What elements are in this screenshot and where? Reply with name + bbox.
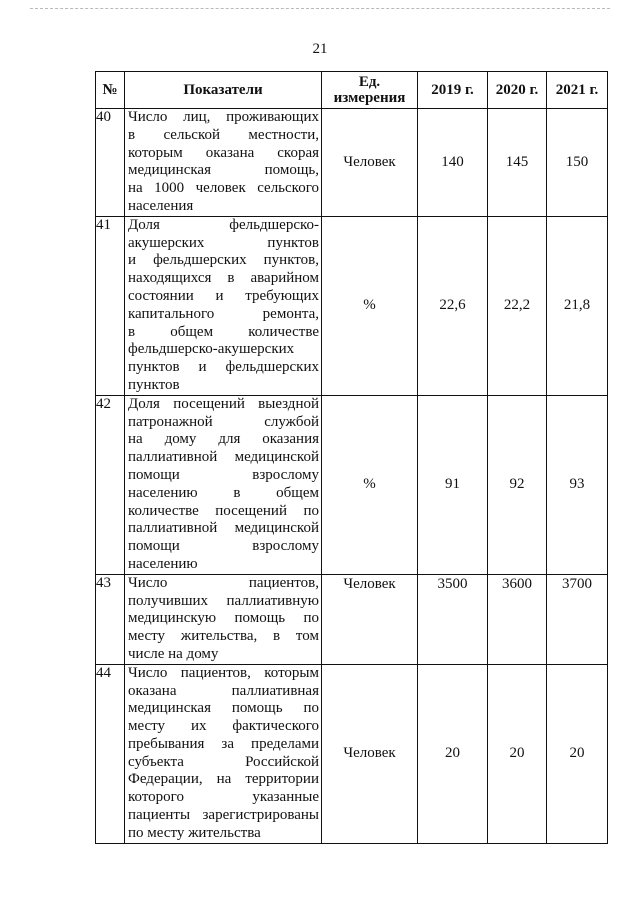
row-number: 41 <box>96 216 125 395</box>
indicator-line: пунктов и фельдшерских <box>128 359 319 376</box>
indicator-cell <box>125 395 322 574</box>
header-num: № <box>96 72 125 109</box>
value-2021: 150 <box>547 109 608 217</box>
indicator-line: пунктов <box>128 376 180 393</box>
row-number: 40 <box>96 109 125 217</box>
indicator-line: акушерских пунктов <box>128 234 319 251</box>
value-2021: 20 <box>547 664 608 843</box>
indicator-line: состоянии и требующих <box>128 287 319 304</box>
indicator-line: патронажной службой <box>128 413 319 430</box>
indicator-line: медицинская помощь, <box>128 162 319 179</box>
indicator-line: паллиативной медицинской <box>128 449 319 466</box>
unit-cell: % <box>322 395 418 574</box>
unit-cell: Человек <box>322 664 418 843</box>
header-unit-line1: Ед. <box>358 74 381 90</box>
indicator-line: Федерации, на территории <box>128 771 319 788</box>
indicator-line: в общем количестве <box>128 323 319 340</box>
indicators-table <box>95 71 608 844</box>
unit-cell: Человек <box>322 109 418 217</box>
indicator-line: в сельской местности, <box>128 126 319 143</box>
indicator-line: помощи взрослому <box>128 538 319 555</box>
value-2019: 22,6 <box>418 216 488 395</box>
value-2021: 21,8 <box>547 216 608 395</box>
row-number: 43 <box>96 574 125 664</box>
indicator-line: на дому для оказания <box>128 431 319 448</box>
indicator-line: которого указанные <box>128 789 319 806</box>
header-year-2020: 2020 г. <box>488 72 547 109</box>
value-2021: 3700 <box>547 574 608 664</box>
indicator-line: медицинскую помощь по <box>128 610 319 627</box>
indicator-line: капитального ремонта, <box>128 305 319 322</box>
indicator-line: числе на дому <box>128 645 219 662</box>
indicator-line: находящихся в аварийном <box>128 270 319 287</box>
indicator-cell <box>125 109 322 217</box>
scan-top-rule <box>30 8 610 10</box>
table-row <box>96 395 608 574</box>
indicator-line: Доля посещений выездной <box>128 395 319 412</box>
indicator-line: паллиативной медицинской <box>128 520 319 537</box>
indicator-line: фельдшерско-акушерских <box>128 341 295 358</box>
value-2020: 145 <box>488 109 547 217</box>
indicator-line: пациенты зарегистрированы <box>128 807 319 824</box>
unit-cell: Человек <box>322 574 418 664</box>
indicator-cell <box>125 574 322 664</box>
indicator-line: Число лиц, проживающих <box>128 109 319 125</box>
indicator-line: которым оказана скорая <box>128 144 319 161</box>
page-number: 21 <box>312 41 328 57</box>
row-number: 44 <box>96 664 125 843</box>
header-year-2021: 2021 г. <box>547 72 608 109</box>
value-2020: 22,2 <box>488 216 547 395</box>
value-2019: 140 <box>418 109 488 217</box>
indicator-line: Число пациентов, которым <box>128 664 319 681</box>
value-2019: 3500 <box>418 574 488 664</box>
indicator-line: Доля фельдшерско- <box>128 216 319 233</box>
table-row <box>96 664 608 843</box>
unit-cell: % <box>322 216 418 395</box>
value-2019: 91 <box>418 395 488 574</box>
indicator-line: на 1000 человек сельского <box>128 180 319 197</box>
indicator-line: получивших паллиативную <box>128 592 319 609</box>
indicator-line: населению в общем <box>128 484 319 501</box>
indicator-line: и фельдшерских пунктов, <box>128 252 319 269</box>
indicator-cell <box>125 664 322 843</box>
row-number: 42 <box>96 395 125 574</box>
header-year-2019: 2019 г. <box>418 72 488 109</box>
indicator-line: оказана паллиативная <box>128 682 319 699</box>
value-2020: 92 <box>488 395 547 574</box>
header-indicator: Показатели <box>125 72 322 109</box>
indicator-line: населению <box>128 555 198 572</box>
table-row <box>96 109 608 217</box>
indicator-line: населения <box>128 197 194 214</box>
indicator-line: Число пациентов, <box>128 574 319 591</box>
indicator-line: помощи взрослому <box>128 466 319 483</box>
table-header-row <box>96 72 608 109</box>
indicator-line: по месту жительства <box>128 824 261 841</box>
indicator-line: субъекта Российской <box>128 753 319 770</box>
value-2021: 93 <box>547 395 608 574</box>
table-row <box>96 574 608 664</box>
value-2020: 20 <box>488 664 547 843</box>
indicator-line: количестве посещений по <box>128 502 319 519</box>
value-2020: 3600 <box>488 574 547 664</box>
indicator-line: медицинская помощь по <box>128 700 319 717</box>
indicator-line: пребывания за пределами <box>128 735 319 752</box>
header-unit <box>322 72 418 109</box>
table-row <box>96 216 608 395</box>
indicator-line: месту их фактического <box>128 718 319 735</box>
indicator-cell <box>125 216 322 395</box>
value-2019: 20 <box>418 664 488 843</box>
indicator-line: месту жительства, в том <box>128 628 319 645</box>
header-unit-line2: измерения <box>333 90 406 106</box>
